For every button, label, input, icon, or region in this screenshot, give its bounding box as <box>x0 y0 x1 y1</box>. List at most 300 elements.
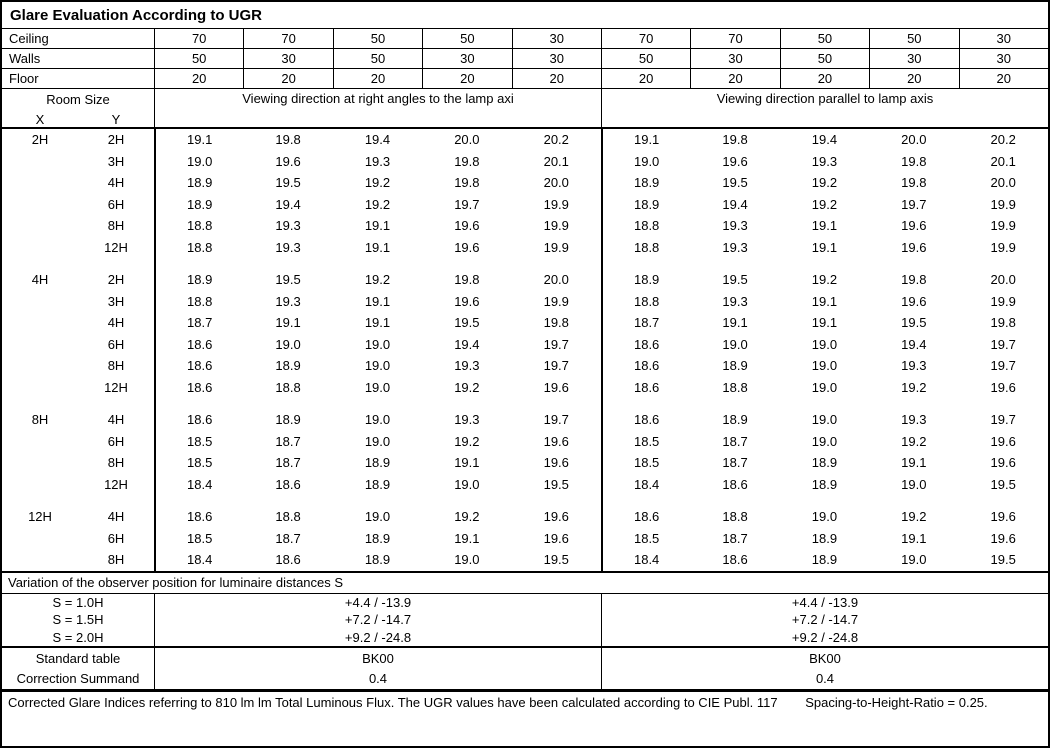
ugr-value-cell: 19.5 <box>990 552 1016 568</box>
ugr-value-cell <box>154 495 243 506</box>
ugr-value-cell: 19.6 <box>454 239 480 255</box>
ugr-value-cell: 18.9 <box>811 455 838 471</box>
ugr-value-cell: 19.8 <box>454 153 480 169</box>
ugr-x-label: 8H <box>31 412 49 428</box>
ugr-value-cell: 18.9 <box>811 530 838 546</box>
ugr-value-cell <box>869 495 958 506</box>
ugr-x-label <box>2 215 78 237</box>
ugr-y-label: 8H <box>107 358 125 374</box>
ugr-value-cell: 19.6 <box>901 293 927 309</box>
ugr-value-cell: 18.9 <box>722 358 748 374</box>
ugr-x-label <box>2 151 78 173</box>
surface-value-cell: 30 <box>512 29 601 48</box>
ugr-value-cell: 19.8 <box>990 315 1016 331</box>
ugr-value-cell <box>869 398 958 409</box>
ugr-value-cell: 19.6 <box>543 433 569 449</box>
ugr-value-cell: 18.6 <box>722 476 748 492</box>
ugr-value-cell: 19.7 <box>990 412 1016 428</box>
ugr-value-cell: 19.5 <box>454 315 480 331</box>
ugr-y-label: 3H <box>107 153 125 169</box>
surface-value-cell: 50 <box>601 49 690 68</box>
surface-label: Floor <box>9 71 39 86</box>
ugr-value-cell <box>601 495 690 506</box>
ugr-value-cell: 19.1 <box>364 293 391 309</box>
ugr-x-label <box>2 528 78 550</box>
ugr-row <box>2 269 1048 291</box>
ugr-value-cell: 18.6 <box>275 476 301 492</box>
surface-value-cell: 20 <box>780 69 869 88</box>
ugr-x-label <box>2 377 78 399</box>
summary-section <box>2 646 1048 689</box>
ugr-x-label: 2H <box>31 132 49 148</box>
surface-reflectance-section <box>2 29 1048 89</box>
ugr-value-cell: 19.9 <box>543 196 569 212</box>
ugr-value-cell: 19.0 <box>275 336 301 352</box>
ugr-value-cell <box>959 258 1048 269</box>
summary-value-right: BK00 <box>601 648 1048 669</box>
ugr-y-label: 12H <box>104 379 128 395</box>
ugr-y-label: 6H <box>107 433 125 449</box>
ugr-row <box>2 172 1048 194</box>
ugr-row <box>2 355 1048 377</box>
ugr-value-cell: 18.9 <box>811 476 838 492</box>
surface-value-cell: 30 <box>869 49 958 68</box>
variation-value-right: +9.2 / -24.8 <box>601 629 1048 647</box>
ugr-row <box>2 194 1048 216</box>
ugr-x-label <box>2 237 78 259</box>
ugr-value-cell <box>512 398 601 409</box>
ugr-value-cell <box>690 258 779 269</box>
ugr-value-cell: 18.9 <box>722 412 748 428</box>
ugr-value-cell: 19.7 <box>454 196 480 212</box>
ugr-value-cell: 19.2 <box>811 272 838 288</box>
surface-value-cell: 50 <box>780 49 869 68</box>
ugr-value-cell: 19.9 <box>543 218 569 234</box>
ugr-x-label: 4H <box>31 272 49 288</box>
surface-row <box>2 49 1048 69</box>
ugr-value-cell: 18.9 <box>601 172 690 194</box>
ugr-value-cell: 19.0 <box>454 476 480 492</box>
ugr-y-label: 4H <box>107 315 125 331</box>
ugr-y-label: 12H <box>104 476 128 492</box>
ugr-value-cell: 19.1 <box>454 530 480 546</box>
ugr-value-cell: 18.9 <box>364 476 391 492</box>
ugr-value-cell: 19.7 <box>543 336 569 352</box>
ugr-row <box>2 129 1048 151</box>
surface-value-cell: 30 <box>512 49 601 68</box>
ugr-x-label <box>2 334 78 356</box>
ugr-y-label: 8H <box>107 455 125 471</box>
surface-value-cell: 50 <box>869 29 958 48</box>
ugr-value-cell: 19.6 <box>722 153 748 169</box>
ugr-value-cell: 19.0 <box>454 552 480 568</box>
ugr-value-cell: 19.0 <box>364 336 391 352</box>
y-axis-label: Y <box>111 111 121 127</box>
ugr-value-cell: 19.1 <box>454 455 480 471</box>
ugr-x-label <box>2 549 78 571</box>
ugr-value-cell: 19.2 <box>364 196 391 212</box>
ugr-value-cell: 19.3 <box>722 218 748 234</box>
ugr-value-cell: 19.6 <box>454 293 480 309</box>
ugr-value-cell: 20.2 <box>543 132 569 148</box>
ugr-row <box>2 377 1048 399</box>
surface-value-cell: 50 <box>154 49 243 68</box>
ugr-value-cell <box>780 258 869 269</box>
ugr-value-cell: 19.2 <box>454 379 480 395</box>
ugr-value-cell: 19.9 <box>543 239 569 255</box>
ugr-value-cell <box>243 258 332 269</box>
ugr-y-label: 6H <box>107 530 125 546</box>
ugr-value-cell: 18.7 <box>275 530 301 546</box>
ugr-value-cell: 19.4 <box>275 196 301 212</box>
ugr-value-cell: 19.3 <box>811 153 838 169</box>
ugr-value-cell: 18.5 <box>601 431 690 453</box>
ugr-value-cell: 19.5 <box>543 552 569 568</box>
ugr-value-cell: 19.6 <box>901 239 927 255</box>
room-size-label: Room Size <box>46 91 110 107</box>
surface-value-cell: 20 <box>690 69 779 88</box>
x-axis-label: X <box>35 111 45 127</box>
ugr-y-label <box>78 258 154 269</box>
ugr-value-cell: 19.0 <box>364 358 391 374</box>
ugr-value-cell: 20.1 <box>543 153 569 169</box>
surface-value-cell: 30 <box>422 49 511 68</box>
ugr-value-cell: 19.3 <box>275 218 301 234</box>
table-header-row <box>2 89 1048 129</box>
summary-value-left: BK00 <box>154 648 601 669</box>
ugr-value-cell: 18.8 <box>722 379 748 395</box>
ugr-value-cell: 19.3 <box>454 412 480 428</box>
ugr-value-cell: 19.4 <box>901 336 927 352</box>
ugr-value-cell: 19.1 <box>275 315 301 331</box>
ugr-value-cell: 18.7 <box>275 455 301 471</box>
ugr-x-label <box>2 355 78 377</box>
ugr-value-cell: 18.6 <box>601 409 690 431</box>
ugr-value-cell: 18.8 <box>601 215 690 237</box>
surface-value-cell: 20 <box>512 69 601 88</box>
ugr-row <box>2 474 1048 496</box>
ugr-value-cell: 19.8 <box>901 272 927 288</box>
ugr-value-cell: 19.7 <box>543 412 569 428</box>
ugr-x-label <box>2 452 78 474</box>
ugr-value-cell: 19.8 <box>454 272 480 288</box>
surface-value-cell: 20 <box>959 69 1048 88</box>
ugr-value-cell: 18.8 <box>154 215 243 237</box>
ugr-value-cell <box>243 495 332 506</box>
ugr-value-cell: 18.5 <box>601 528 690 550</box>
ugr-value-cell: 19.0 <box>364 412 391 428</box>
ugr-value-cell: 19.5 <box>275 175 301 191</box>
ugr-y-label: 4H <box>107 509 125 525</box>
ugr-value-cell: 18.6 <box>154 409 243 431</box>
ugr-value-cell: 18.9 <box>275 412 301 428</box>
surface-value-cell: 30 <box>690 49 779 68</box>
ugr-value-cell <box>601 398 690 409</box>
surface-value-cell: 30 <box>959 49 1048 68</box>
ugr-value-cell: 20.1 <box>990 153 1016 169</box>
ugr-value-cell: 19.2 <box>901 433 927 449</box>
ugr-value-cell <box>333 495 422 506</box>
ugr-y-label: 6H <box>107 336 125 352</box>
ugr-value-cell: 19.0 <box>364 433 391 449</box>
ugr-value-cell: 19.1 <box>901 455 927 471</box>
ugr-value-cell: 19.1 <box>811 218 838 234</box>
ugr-value-cell: 18.5 <box>601 452 690 474</box>
ugr-value-cell: 18.7 <box>722 455 748 471</box>
ugr-value-cell <box>422 495 511 506</box>
ugr-value-cell <box>422 398 511 409</box>
ugr-value-cell: 18.7 <box>722 530 748 546</box>
ugr-y-label: 3H <box>107 293 125 309</box>
variation-row <box>2 611 1048 629</box>
ugr-value-cell: 19.1 <box>364 239 391 255</box>
ugr-value-cell: 19.0 <box>811 336 838 352</box>
ugr-value-cell <box>601 258 690 269</box>
ugr-row <box>2 237 1048 259</box>
ugr-value-cell: 18.5 <box>154 528 243 550</box>
ugr-x-label <box>2 495 78 506</box>
ugr-value-cell: 19.1 <box>811 315 838 331</box>
surface-value-cell: 20 <box>243 69 332 88</box>
ugr-value-cell: 19.3 <box>901 358 927 374</box>
ugr-value-cell: 19.3 <box>275 293 301 309</box>
ugr-value-cell: 19.0 <box>901 552 927 568</box>
ugr-value-cell: 19.6 <box>543 530 569 546</box>
ugr-value-cell <box>333 258 422 269</box>
summary-row <box>2 648 1048 669</box>
ugr-value-cell: 19.5 <box>990 476 1016 492</box>
ugr-value-cell: 19.5 <box>901 315 927 331</box>
variation-label: S = 1.5H <box>52 612 104 628</box>
ugr-value-cell <box>333 398 422 409</box>
ugr-value-cell: 19.6 <box>990 530 1016 546</box>
ugr-value-cell: 18.4 <box>154 549 243 571</box>
variation-value-left: +4.4 / -13.9 <box>154 594 601 612</box>
ugr-y-label <box>78 495 154 506</box>
ugr-row <box>2 431 1048 453</box>
ugr-value-cell: 18.7 <box>154 312 243 334</box>
ugr-row <box>2 506 1048 528</box>
ugr-value-cell: 18.6 <box>722 552 748 568</box>
ugr-value-cell: 19.0 <box>811 412 838 428</box>
ugr-value-cell <box>512 258 601 269</box>
ugr-value-cell: 19.2 <box>454 509 480 525</box>
ugr-value-cell: 20.0 <box>543 272 569 288</box>
ugr-value-cell: 19.4 <box>454 336 480 352</box>
ugr-value-cell: 19.6 <box>990 509 1016 525</box>
ugr-value-cell <box>780 398 869 409</box>
ugr-value-cell: 18.6 <box>601 377 690 399</box>
ugr-value-cell: 18.7 <box>722 433 748 449</box>
summary-row <box>2 669 1048 690</box>
ugr-value-cell: 18.4 <box>601 474 690 496</box>
viewing-direction-left-header: Viewing direction at right angles to the lamp axi <box>154 89 601 129</box>
ugr-value-cell: 19.6 <box>543 455 569 471</box>
ugr-value-cell <box>154 398 243 409</box>
variation-row <box>2 594 1048 612</box>
ugr-y-label: 8H <box>107 218 125 234</box>
ugr-value-cell: 19.6 <box>901 218 927 234</box>
variation-value-left: +9.2 / -24.8 <box>154 629 601 647</box>
ugr-value-cell: 19.0 <box>811 379 838 395</box>
ugr-value-cell: 19.8 <box>454 175 480 191</box>
ugr-value-cell <box>869 258 958 269</box>
ugr-value-cell: 19.5 <box>722 272 748 288</box>
ugr-x-label: 12H <box>28 509 52 525</box>
ugr-value-cell: 18.4 <box>601 549 690 571</box>
surface-value-cell: 70 <box>690 29 779 48</box>
ugr-value-cell: 19.9 <box>990 218 1016 234</box>
ugr-value-cell: 19.4 <box>811 132 838 148</box>
ugr-value-cell: 19.1 <box>901 530 927 546</box>
surface-value-cell: 20 <box>601 69 690 88</box>
ugr-gap-row <box>2 398 1048 409</box>
ugr-value-cell: 19.0 <box>811 433 838 449</box>
surface-row <box>2 69 1048 89</box>
ugr-value-cell: 19.1 <box>364 315 391 331</box>
ugr-value-cell: 19.1 <box>154 129 243 151</box>
ugr-value-cell: 19.7 <box>990 358 1016 374</box>
ugr-value-cell: 19.1 <box>811 239 838 255</box>
ugr-value-cell: 19.9 <box>990 239 1016 255</box>
ugr-row <box>2 312 1048 334</box>
ugr-value-cell: 18.9 <box>811 552 838 568</box>
ugr-value-cell: 19.1 <box>601 129 690 151</box>
page-title: Glare Evaluation According to UGR <box>2 2 1048 29</box>
ugr-value-cell: 18.6 <box>154 506 243 528</box>
ugr-row <box>2 151 1048 173</box>
surface-value-cell: 50 <box>333 29 422 48</box>
surface-label: Ceiling <box>9 31 49 46</box>
ugr-x-label <box>2 258 78 269</box>
ugr-value-cell: 19.2 <box>901 379 927 395</box>
surface-value-cell: 50 <box>333 49 422 68</box>
ugr-value-cell: 19.0 <box>722 336 748 352</box>
ugr-row <box>2 549 1048 571</box>
ugr-value-cell: 18.9 <box>154 269 243 291</box>
ugr-value-cell: 19.6 <box>990 455 1016 471</box>
ugr-value-cell: 20.0 <box>990 175 1016 191</box>
ugr-value-cell: 19.2 <box>811 175 838 191</box>
variation-label: S = 1.0H <box>52 594 104 610</box>
ugr-value-cell: 19.3 <box>454 358 480 374</box>
ugr-value-cell: 19.2 <box>454 433 480 449</box>
ugr-value-cell: 18.9 <box>154 194 243 216</box>
ugr-value-cell <box>690 398 779 409</box>
ugr-value-cell: 20.0 <box>990 272 1016 288</box>
ugr-value-cell: 20.2 <box>990 132 1016 148</box>
ugr-value-cell: 19.2 <box>364 272 391 288</box>
ugr-value-cell: 18.9 <box>601 194 690 216</box>
ugr-value-cell: 18.9 <box>364 530 391 546</box>
summary-label: Correction Summand <box>16 671 140 687</box>
surface-value-cell: 20 <box>333 69 422 88</box>
ugr-value-cell: 19.5 <box>543 476 569 492</box>
ugr-value-cell: 18.9 <box>364 552 391 568</box>
ugr-value-cell <box>243 398 332 409</box>
ugr-value-cell: 19.6 <box>543 509 569 525</box>
variation-row <box>2 629 1048 647</box>
ugr-value-cell: 19.6 <box>990 433 1016 449</box>
ugr-x-label <box>2 194 78 216</box>
ugr-value-cell: 18.6 <box>154 334 243 356</box>
ugr-value-cell: 19.0 <box>901 476 927 492</box>
footer-spacing-ratio: Spacing-to-Height-Ratio = 0.25. <box>805 695 988 710</box>
ugr-value-cell: 19.5 <box>275 272 301 288</box>
ugr-y-label: 2H <box>107 132 125 148</box>
summary-value-left: 0.4 <box>154 669 601 690</box>
ugr-x-label <box>2 312 78 334</box>
surface-value-cell: 30 <box>243 49 332 68</box>
ugr-value-cell: 19.7 <box>990 336 1016 352</box>
ugr-value-cell: 19.8 <box>901 175 927 191</box>
ugr-value-cell <box>690 495 779 506</box>
ugr-y-label: 6H <box>107 196 125 212</box>
ugr-value-cell: 19.2 <box>364 175 391 191</box>
ugr-y-label: 4H <box>107 175 125 191</box>
footer-note <box>2 689 1048 745</box>
summary-value-right: 0.4 <box>601 669 1048 690</box>
ugr-value-cell: 19.6 <box>990 379 1016 395</box>
ugr-value-cell: 19.6 <box>543 379 569 395</box>
ugr-value-cell: 19.9 <box>990 293 1016 309</box>
ugr-value-cell: 18.8 <box>722 509 748 525</box>
ugr-value-cell: 18.9 <box>154 172 243 194</box>
variation-section <box>2 594 1048 647</box>
ugr-x-label <box>2 291 78 313</box>
surface-value-cell: 20 <box>154 69 243 88</box>
ugr-value-cell: 19.0 <box>601 151 690 173</box>
ugr-row <box>2 409 1048 431</box>
ugr-value-cell: 19.0 <box>364 509 391 525</box>
ugr-row <box>2 334 1048 356</box>
ugr-value-cell <box>780 495 869 506</box>
surface-value-cell: 20 <box>422 69 511 88</box>
ugr-value-cell: 19.8 <box>275 132 301 148</box>
ugr-value-cell: 18.8 <box>601 291 690 313</box>
surface-row <box>2 29 1048 49</box>
ugr-value-cell: 18.8 <box>154 237 243 259</box>
ugr-value-cell: 19.5 <box>722 175 748 191</box>
surface-value-cell: 30 <box>959 29 1048 48</box>
ugr-value-cell: 20.0 <box>901 132 927 148</box>
ugr-value-cell: 19.3 <box>364 153 391 169</box>
ugr-value-cell: 18.8 <box>154 291 243 313</box>
ugr-value-cell: 18.8 <box>601 237 690 259</box>
ugr-value-cell: 18.8 <box>275 509 301 525</box>
ugr-value-cell: 19.2 <box>811 196 838 212</box>
ugr-y-label: 8H <box>107 552 125 568</box>
ugr-value-cell: 18.7 <box>601 312 690 334</box>
ugr-value-cell: 19.2 <box>901 509 927 525</box>
ugr-y-label: 4H <box>107 412 125 428</box>
ugr-value-cell: 20.0 <box>543 175 569 191</box>
ugr-value-cell: 19.3 <box>722 239 748 255</box>
ugr-value-cell: 19.0 <box>154 151 243 173</box>
ugr-value-cell: 19.3 <box>275 239 301 255</box>
ugr-gap-row <box>2 495 1048 506</box>
ugr-value-cell: 19.9 <box>990 196 1016 212</box>
variation-value-left: +7.2 / -14.7 <box>154 611 601 629</box>
ugr-value-cell: 19.3 <box>901 412 927 428</box>
ugr-value-cell: 19.0 <box>811 509 838 525</box>
ugr-value-cell: 18.6 <box>154 377 243 399</box>
ugr-value-cell: 18.6 <box>601 355 690 377</box>
surface-label: Walls <box>9 51 41 66</box>
ugr-value-cell: 19.3 <box>722 293 748 309</box>
variation-section-header: Variation of the observer position for luminaire distances S <box>2 573 1048 594</box>
ugr-value-cell: 18.5 <box>154 452 243 474</box>
